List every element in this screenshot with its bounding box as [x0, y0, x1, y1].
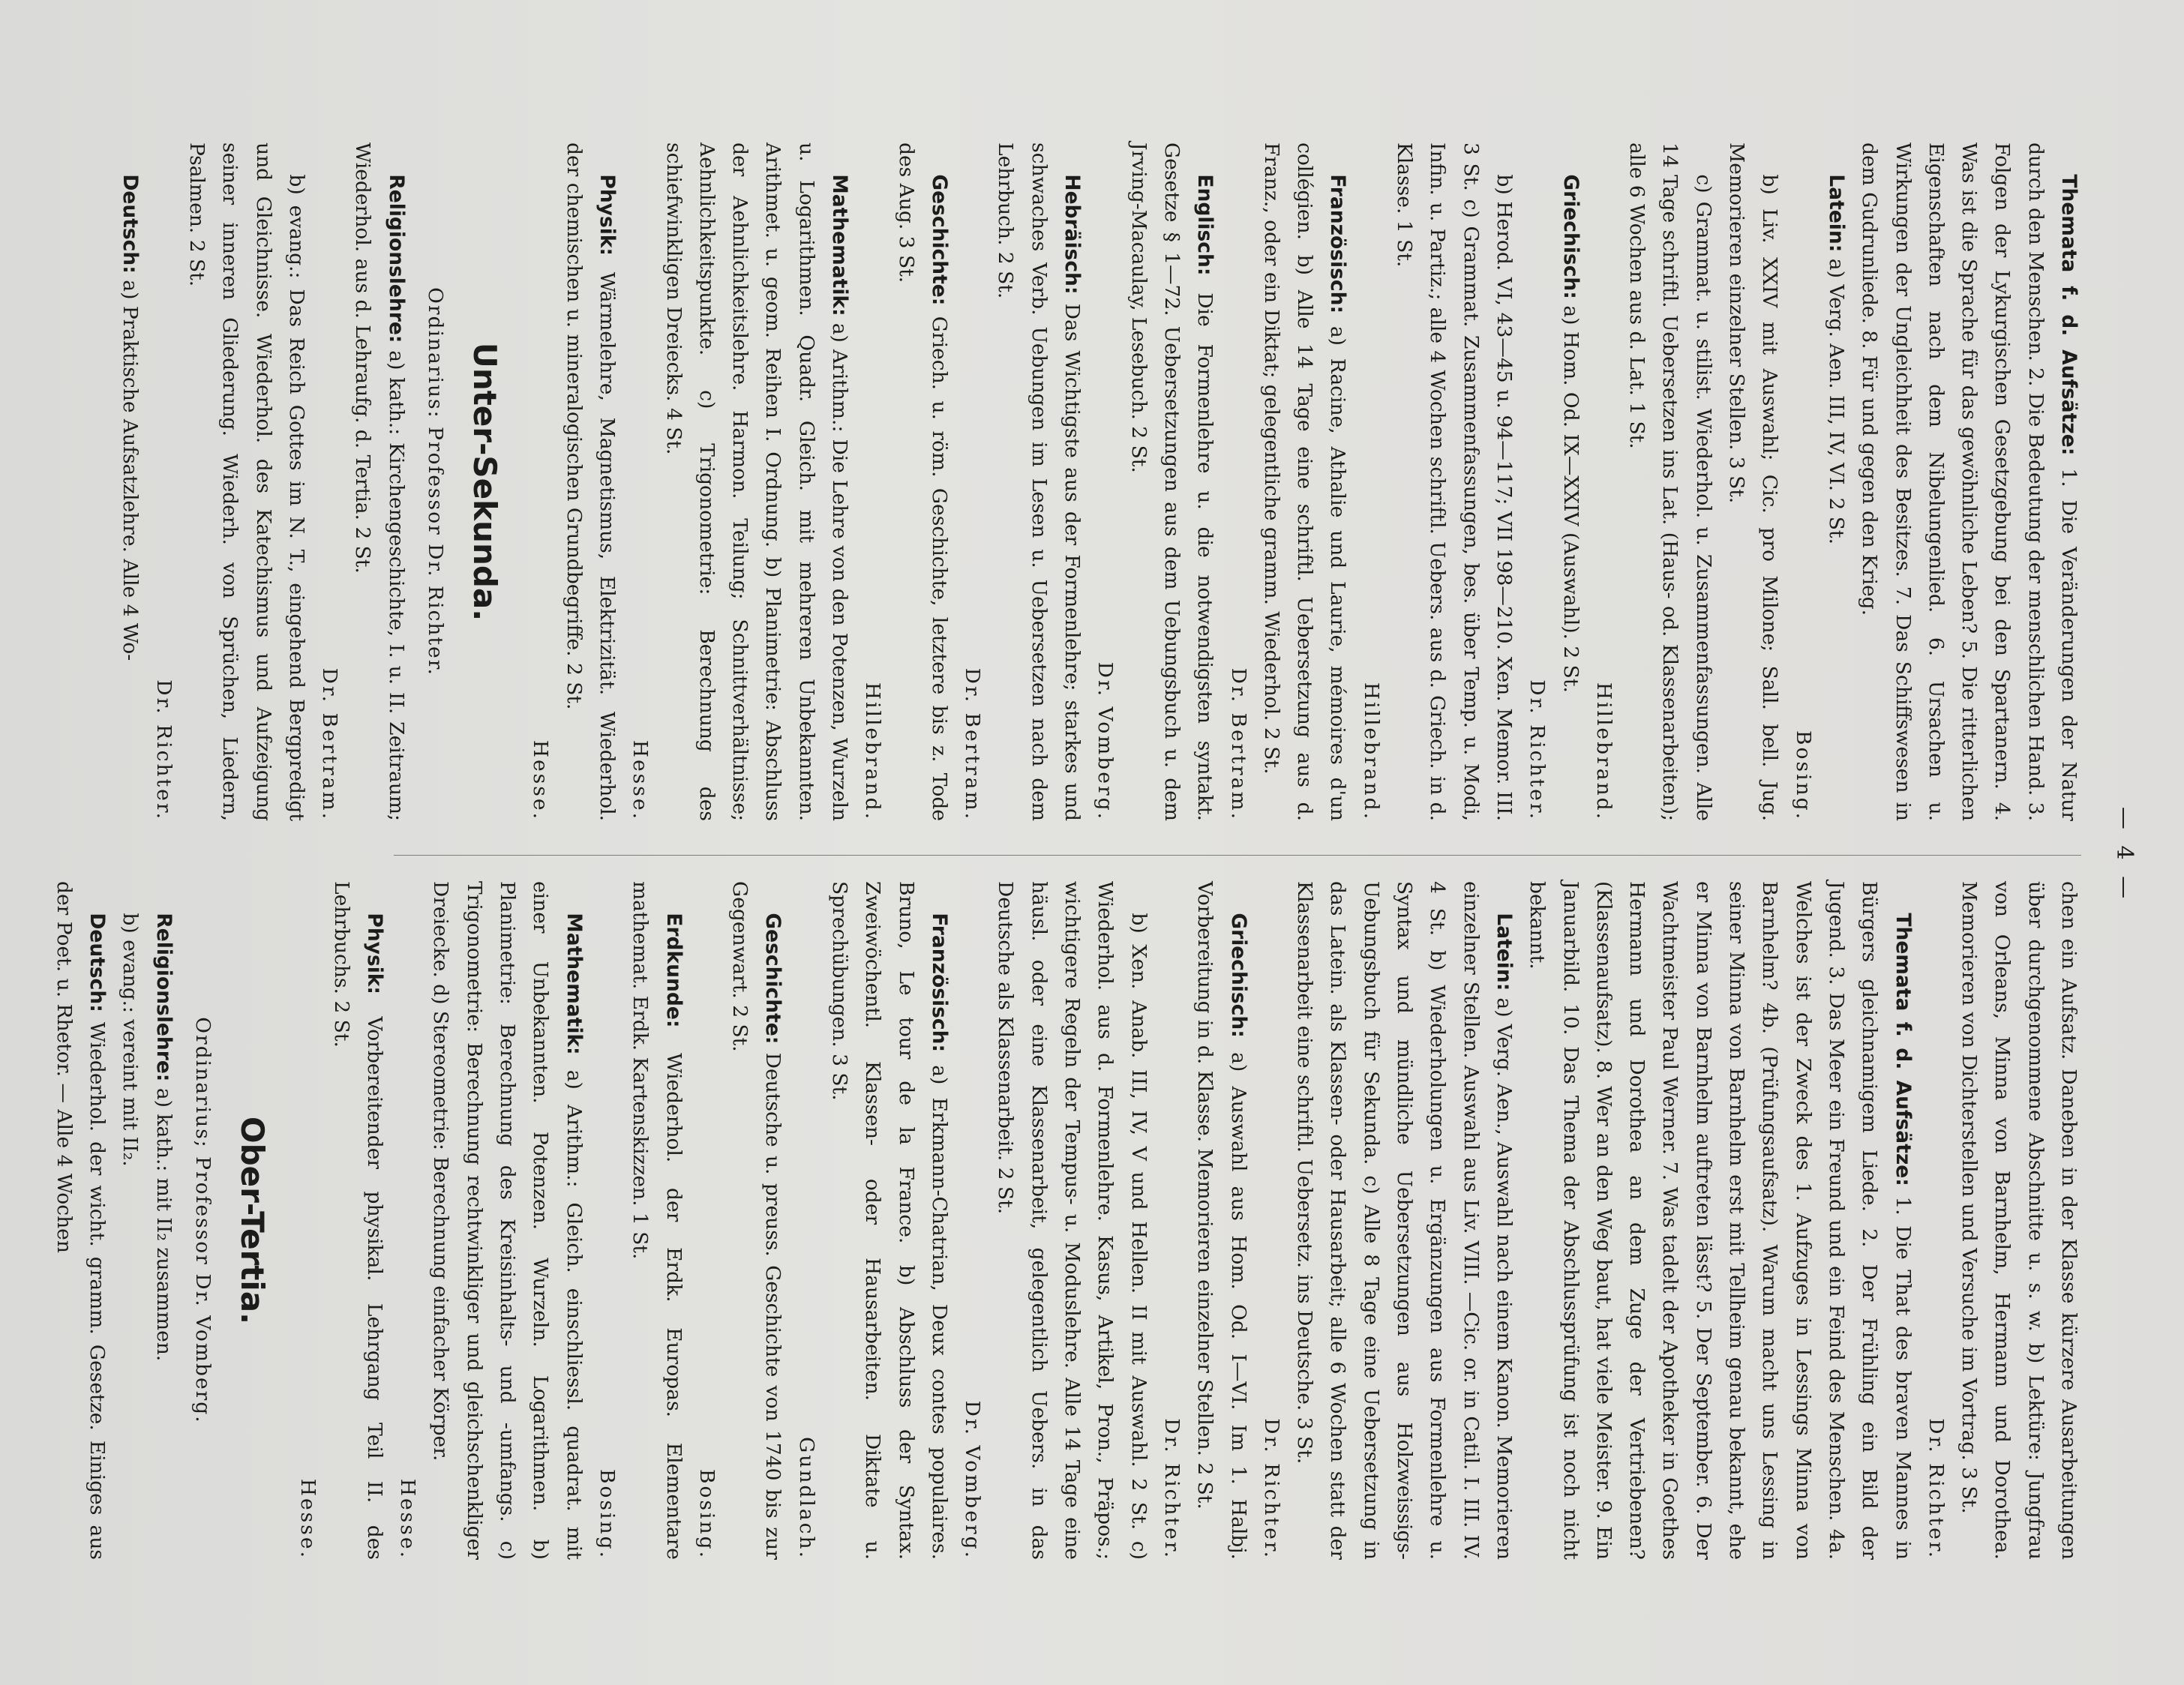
relig-paragraph: [146, 881, 179, 1560]
griechisch-a-text: a) Auswahl aus Hom. Od. I—VI. Im 1. Halbj. Vorbereitung in d. Klasse. Memorieren einzelner Stellen. 2 St.: [1193, 881, 1250, 1560]
gesch-paragraph: [856, 142, 956, 821]
teacher-signature: Hillebrand.: [861, 682, 885, 821]
right-column: [52, 881, 2085, 1560]
gesch-text: Griech. u. röm. Geschichte, letztere bis z. Tode des Aug. 3 St.: [894, 142, 951, 821]
griechisch-a-text: a) Hom. Od. IX—XXIV (Auswahl). 2 St.: [1558, 305, 1582, 693]
griechisch-b-text: b) Xen. Anab. III, IV, V und Hellen. II mit Auswahl. 2 St. c) Wiederhol. aus d. Formenlehre. Kasus, Artikel, Pron., Präpos.; wichtigere Regeln der Tempus- u. Moduslehre. Alle 14 Tage eine häusl. oder eine Klassenarbeit, gelegentlich Uebers. in das Deutsche als Klassenarbeit. 2 St.: [994, 881, 1150, 1560]
relig-label: Religionslehre:: [152, 913, 176, 1082]
teacher-signature: Dr. Richter.: [1526, 679, 1550, 821]
gesch-label: Geschichte:: [927, 174, 951, 306]
relig-label: Religionslehre:: [384, 174, 408, 343]
englisch-label: Englisch:: [1193, 174, 1217, 276]
continuation-text: chen ein Aufsatz. Daneben in der Klasse kürzere Ausarbeitungen über durchgenommene Abschnitte u. s. w. b) Lektüre: Jungfrau von Orleans, Minna von Barnhelm, Hermann und Dorothea. Memorieren von Dichterstellen und Versuche im Vortrag. 3 St.: [1958, 881, 2080, 1560]
deutsch-text: Wiederhol. der wicht. gramm. Gesetze. Einiges aus der Poet. u. Rhetor. — Alle 4 Wochen: [52, 881, 110, 1560]
griechisch-b-paragraph: [956, 881, 1155, 1560]
griechisch-b-text: b) Herod. VI, 43—45 u. 94—117; VII 198—210. Xen. Memor. III. 3 St. c) Grammat. Zusammenfassungen, bes. über Temp. u. Modi, Infin. u. Partiz.; alle 4 Wochen schriftl. Uebers. aus d. Griech. in d. Klasse. 1 St.: [1393, 142, 1516, 821]
math-paragraph: [391, 881, 590, 1560]
latein-label: Latein:: [1824, 174, 1848, 253]
hebr-label: Hebräisch:: [1060, 174, 1084, 295]
page-number: — 4 —: [2111, 806, 2138, 904]
teacher-signature: Dr. Richter.: [152, 679, 176, 821]
relig-paragraph: [313, 142, 412, 821]
teacher-signature: Dr. Bertram.: [1226, 667, 1250, 821]
teacher-signature: Hesse.: [396, 1478, 420, 1560]
latein-c-paragraph: [1587, 142, 1720, 821]
physik-text: Vorbereitender physikal. Lehrgang Teil II. des Lehrbuchs. 2 St.: [329, 881, 386, 1560]
deutsch-paragraph: [113, 142, 146, 821]
latein-paragraph: [1255, 881, 1520, 1560]
ordinarius-line: Ordinarius; Professor Dr. Vomberg.: [190, 1017, 214, 1424]
teacher-signature: Hesse.: [529, 739, 553, 821]
teacher-signature: Dr. Bertram.: [318, 667, 342, 821]
teacher-signature: Bosing.: [595, 1469, 619, 1560]
franz-paragraph: [789, 881, 955, 1560]
gesch-label: Geschichte:: [761, 913, 785, 1045]
englisch-text: Die Formenlehre u. die notwendigsten syntakt. Gesetze § 1—72. Uebersetzungen aus dem Uebungsbuch u. dem Jrving-Macaulay, Lesebuch. 2 St.: [1126, 142, 1217, 821]
teacher-signature: Dr. Richter.: [1259, 1418, 1283, 1560]
englisch-paragraph: [1088, 142, 1221, 821]
teacher-signature: Hesse.: [296, 1478, 320, 1560]
math-label: Mathematik:: [562, 913, 586, 1055]
themata-paragraph: [1852, 142, 2085, 821]
teacher-signature: Hesse.: [628, 739, 652, 821]
griechisch-label: Griechisch:: [1558, 174, 1582, 299]
teacher-signature: Dr. Vomberg.: [1094, 661, 1118, 821]
physik-label: Physik:: [595, 174, 619, 256]
themata-text: 1. Die Veränderungen der Natur durch den Menschen. 2. Die Bedeutung der menschlichen Hand. 3. Folgen der Lykurgischen Gesetzgebung bei den Spartanern. 4. Was ist die Sprache für das gewöhnliche Leben? 5. Die ritterlichen Eigenschaften nach dem Nibelungenlied. 6. Ursachen u. Wirkungen der Ungleichheit des Besitzes. 7. Das Schiffswesen in dem Gudrunliede. 8. Für und gegen den Krieg.: [1858, 142, 2080, 821]
themata-label: Themata f. d. Aufsätze:: [1891, 913, 1915, 1186]
physik-paragraph: [524, 142, 623, 821]
relig-b-paragraph: b) evang.: vereint mit II₂.: [118, 913, 142, 1167]
physik-paragraph: [291, 881, 391, 1560]
section-heading: Unter-Sekunda.: [466, 342, 504, 622]
erd-label: Erdkunde:: [662, 913, 686, 1028]
teacher-signature: Hillebrand.: [1359, 682, 1383, 821]
hebr-text: Das Wichtigste aus der Formenlehre; starkes und schwaches Verb. Uebungen im Lesen u. Uebersetzen nach dem Lehrbuch. 2 St.: [994, 142, 1084, 821]
relig-a-text: a) kath.: Kirchengeschichte, I. u. II. Zeitraum; Wiederhol. aus d. Lehraufg. d. Tertia. 2 St.: [351, 142, 408, 821]
franz-label: Französisch:: [1326, 174, 1350, 314]
math-text: a) Arithm.: Die Lehre von den Potenzen, Wurzeln u. Logarithmen. Quadr. Gleich. mit mehreren Unbekannten. Arithmet. u. geom. Reihen I. Ordnung. b) Planimetrie: Abschluss der Aehnlichkeitslehre. Harmon. Teilung; Schnittverhältnisse; Aehnlichkeitspunkte. c) Trigonometrie: Berechnung des schiefwinkligen Dreiecks. 4 St.: [662, 142, 852, 821]
relig-a-text: a) kath.: mit II₂ zusammen.: [152, 1087, 176, 1362]
teacher-signature: Hillebrand.: [1592, 682, 1616, 821]
continuation-paragraph: [1919, 881, 2085, 1560]
themata-text: 1. Die That des braven Mannes in Bürgers gleichnamigem Liede. 2. Der Frühling ein Bild der Jugend. 3. Das Meer ein Freund und ein Feind des Menschen. 4a. Welches ist der Zweck des 1. Aufzuges in Lessings Minna von Barnhelm? 4b. (Prüfungsaufsatz). Warum macht uns Lessing in seiner Minna von Barnhelm erst mit Tellheim genau bekannt, ehe er Minna von Barnhelm auftreten lässt? 5. Der September. 6. Der Wachtmeister Paul Werner. 7. Was tadelt der Apotheker in Goethes Hermann und Dorothea an dem Zuge der Vertriebenen? (Klassenaufsatz). 8. Wer an den Weg baut, hat viele Meister. 9. Ein Januarbild. 10. Das Thema der Abschlussprüfung ist noch nicht bekannt.: [1526, 881, 1915, 1560]
deutsch-text: a) Praktische Aufsatzlehre. Alle 4 Wo-: [118, 280, 142, 661]
franz-label: Französisch:: [927, 913, 951, 1053]
hebr-paragraph: [956, 142, 1088, 821]
teacher-signature: Bosing.: [1791, 730, 1815, 821]
erd-paragraph: [590, 881, 690, 1560]
section-heading: Ober-Tertia.: [233, 1116, 271, 1325]
latein-b-paragraph: b) Liv. XXIV mit Auswahl; Cic. pro Milone; Sall. bell. Jug. Memorieren einzelner Stellen. 3 St.: [1725, 142, 1782, 821]
teacher-signature: Dr. Vomberg.: [961, 1400, 985, 1560]
griechisch-b-paragraph: [1354, 142, 1520, 821]
column-divider: [394, 855, 2081, 856]
deutsch-label: Deutsch:: [118, 174, 142, 274]
themata-paragraph: [1520, 881, 1919, 1560]
latein-text: a) Verg. Aen., Auswahl nach einem Kanon. Memorieren einzelner Stellen. Auswahl aus Liv. VIII. —Cic. or. in Catil. I. III. IV. 4 St. b) Wiederholungen u. Ergänzungen aus Formenlehre u. Syntax und mündliche Uebersetzungen aus Holzweissigs-Uebungsbuch für Sekunda. c) Alle 8 Tage eine Uebersetzung in das Latein. als Klassen- oder Hausarbeit; alle 6 Wochen statt der Klassenarbeit eine schriftl. Uebersetz. ins Deutsche. 3 St.: [1293, 881, 1516, 1560]
latein-paragraph: [1786, 142, 1852, 821]
latein-a-text: a) Verg. Aen. III, IV, VI. 2 St.: [1824, 258, 1848, 544]
themata-label: Themata f. d. Aufsätze:: [2057, 174, 2080, 456]
deutsch-paragraph: [46, 881, 113, 1560]
teacher-signature: Gundlach.: [794, 1437, 818, 1560]
griechisch-label: Griechisch:: [1226, 913, 1250, 1038]
teacher-signature: Dr. Richter.: [1924, 1418, 1948, 1560]
latein-label: Latein:: [1492, 913, 1516, 991]
math-label: Mathematik:: [828, 174, 852, 316]
relig-b-text: b) evang.: Das Reich Gottes im N. T., eingehend Bergpredigt und Gleichnisse. Wiederhol. des Katechismus und Aufzeigung seiner inneren Gliederung. Wiederh. von Sprüchen, Liedern, Psalmen. 2 St.: [184, 142, 308, 821]
physik-text: Wärmelehre, Magnetismus, Elektrizität. Wiederhol. der chemischen u. mineralogischen Grundbegriffe. 2 St.: [562, 142, 619, 821]
math-text: a) Arithm.: Gleich. einschliessl. quadrat. mit einer Unbekannten. Potenzen. Wurzeln. Logarithmen. b) Planimetrie: Berechnung des Kreisinhalts- und -umfangs. c) Trigonometrie: Berechnung rechtwinkliger und gleichschenkliger Dreiecke. d) Stereometrie: Berechnung einfacher Körper.: [429, 881, 586, 1560]
teacher-signature: Bosing.: [694, 1469, 718, 1560]
gesch-text: Deutsche u. preuss. Geschichte von 1740 bis zur Gegenwart. 2 St.: [728, 881, 785, 1560]
latein-c-text: c) Grammat. u. stilist. Wiederhol. u. Zusammenfassungen. Alle 14 Tage schriftl. Uebersetzen ins Lat. (Haus- od. Klassenarbeiten); alle 6 Wochen aus d. Lat. 1 St.: [1625, 142, 1715, 821]
gesch-paragraph: [690, 881, 790, 1560]
physik-label: Physik:: [362, 913, 386, 995]
math-paragraph: [623, 142, 856, 821]
teacher-signature: Dr. Bertram.: [961, 667, 985, 821]
ordinarius-line: Ordinarius: Professor Dr. Richter.: [424, 287, 448, 676]
griechisch-paragraph: [1155, 881, 1255, 1560]
erd-text: Wiederhol. der Erdk. Europas. Elementare mathemat. Erdk. Kartenskizzen. 1 St.: [628, 881, 686, 1560]
left-column: [118, 142, 2085, 821]
franz-paragraph: [1221, 142, 1354, 821]
teacher-signature: Dr. Richter.: [1160, 1418, 1184, 1560]
franz-text: a) Racine, Athalie und Laurie, mémoires d'un collégien. b) Alle 14 Tage eine schriftl. Uebersetzung aus d. Franz., oder ein Diktat; gelegentliche gramm. Wiederhol. 2 St.: [1259, 142, 1350, 821]
deutsch-label: Deutsch:: [86, 913, 110, 1012]
rotated-page-content: [52, 142, 2138, 1567]
griechisch-paragraph: [1520, 142, 1587, 821]
franz-text: a) Erkmann-Chatrian, Deux contes populaires. Bruno, Le tour de la France. b) Abschluss der Syntax. Zweiwöchentl. Klassen- oder Hausarbeiten. Diktate u. Sprechübungen. 3 St.: [828, 881, 951, 1560]
relig-b-paragraph: [146, 142, 312, 821]
